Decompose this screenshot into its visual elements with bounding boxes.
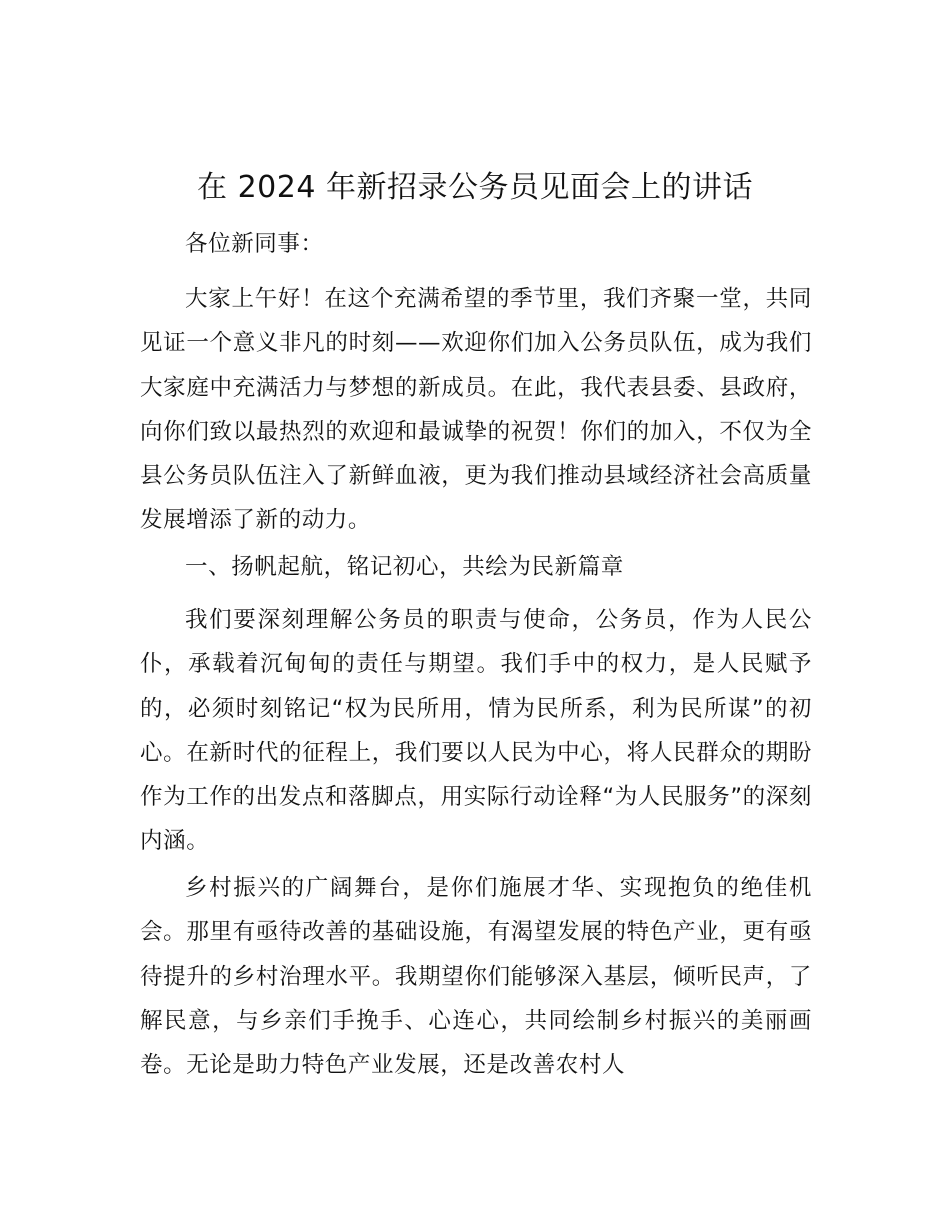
document-title: 在 2024 年新招录公务员见面会上的讲话 — [197, 170, 753, 205]
paragraph-welcome: 大家上午好！在这个充满希望的季节里，我们齐聚一堂，共同见证一个意义非凡的时刻——欢迎你们加入公务员队伍，成为我们大家庭中充满活力与梦想的新成员。在此，我代表县委、县政府，向你们致以最热烈的欢迎和最诚挚的祝贺！你们的加入，不仅为全县公务员队伍注入了新鲜血液，更为我们推动县域经济社会高质量发展增添了新的动力。 — [140, 286, 812, 534]
paragraph-mission: 我们要深刻理解公务员的职责与使命，公务员，作为人民公仆，承载着沉甸甸的责任与期望。我们手中的权力，是人民赋予的，必须时刻铭记“权为民所用，情为民所系，利为民所谋”的初心。在新时代的征程上，我们要以人民为中心，将人民群众的期盼作为工作的出发点和落脚点，用实际行动诠释“为人民服务”的深刻内涵。 — [140, 607, 812, 855]
greeting: 各位新同事： — [185, 231, 324, 257]
section-heading-1: 一、扬帆起航，铭记初心，共绘为民新篇章 — [185, 554, 624, 580]
paragraph-rural-revitalization: 乡村振兴的广阔舞台，是你们施展才华、实现抱负的绝佳机会。那里有亟待改善的基础设施，有渴望发展的特色产业，更有亟待提升的乡村治理水平。我期望你们能够深入基层，倾听民声，了解民意，与乡亲们手挽手、心连心，共同绘制乡村振兴的美丽画卷。无论是助力特色产业发展，还是改善农村人 — [140, 875, 812, 1079]
